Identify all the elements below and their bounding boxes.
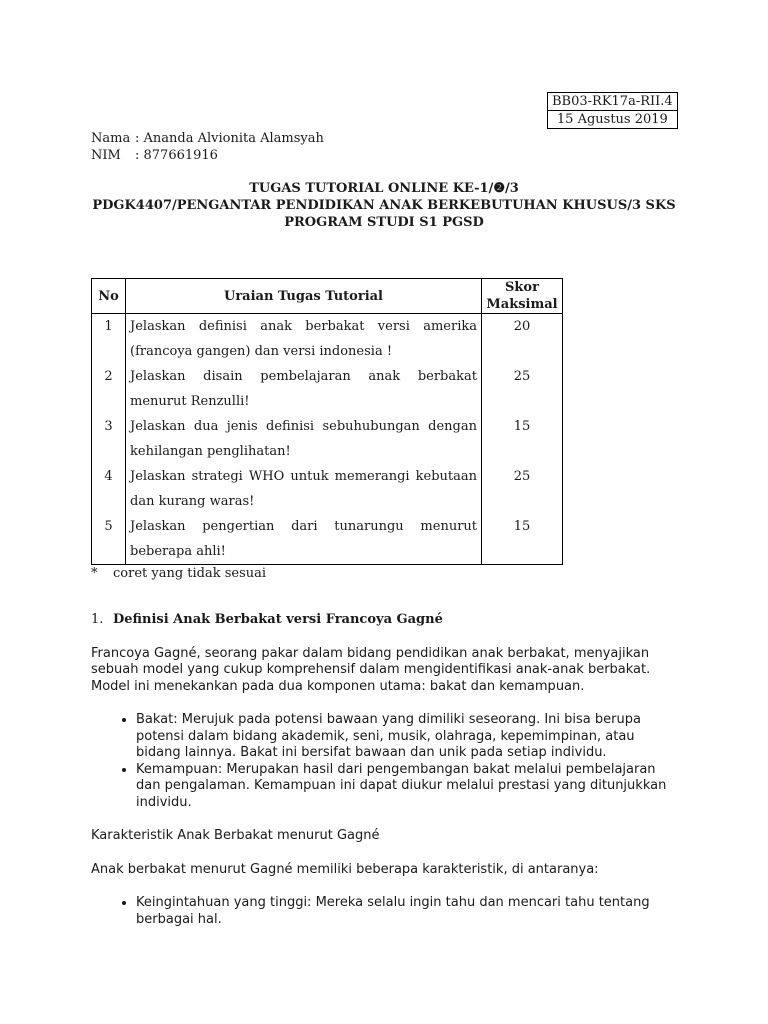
row-number: 4 (92, 464, 126, 514)
task-table (91, 278, 563, 565)
row-task: Jelaskan definisi anak berbakat versi amerika (francoya gangen) dan versi indonesia ! (126, 314, 482, 365)
row-task: Jelaskan strategi WHO untuk memerangi kebutaan dan kurang waras! (126, 464, 482, 514)
table-row (92, 314, 563, 365)
row-score: 25 (482, 364, 563, 414)
footnote-star: * (91, 566, 98, 581)
row-number: 1 (92, 314, 126, 365)
row-task: Jelaskan disain pembelajaran anak berbakat menurut Renzulli! (126, 364, 482, 414)
footnote-text: coret yang tidak sesuai (113, 566, 267, 581)
name-value: : Ananda Alvionita Alamsyah (135, 131, 324, 146)
nim-value: : 877661916 (135, 148, 218, 163)
characteristics-list (91, 895, 681, 928)
nim-label: NIM (91, 148, 121, 163)
characteristics-intro: Anak berbakat menurut Gagné memiliki beberapa karakteristik, di antaranya: (91, 861, 599, 877)
row-score: 15 (482, 514, 563, 565)
table-row (92, 414, 563, 464)
answer-section-1 (91, 612, 681, 945)
row-task: Jelaskan pengertian dari tunarungu menurut beberapa ahli! (126, 514, 482, 565)
table-row (92, 364, 563, 414)
document-header (0, 180, 768, 231)
row-number: 3 (92, 414, 126, 464)
table-row (92, 464, 563, 514)
header-line-3: PROGRAM STUDI S1 PGSD (284, 215, 484, 230)
header-line-2: PDGK4407/PENGANTAR PENDIDIKAN ANAK BERKEBUTUHAN KHUSUS/3 SKS (92, 198, 676, 213)
header-no: No (92, 279, 126, 314)
subheading: Karakteristik Anak Berbakat menurut Gagné (91, 828, 380, 843)
section-title: Definisi Anak Berbakat versi Francoya Gagné (113, 612, 443, 627)
row-score: 20 (482, 314, 563, 365)
header-task: Uraian Tugas Tutorial (126, 279, 482, 314)
header-score: Skor Maksimal (482, 279, 563, 314)
header-line-1: TUGAS TUTORIAL ONLINE KE-1/❷/3 (249, 181, 519, 196)
document-date: 15 Agustus 2019 (548, 111, 678, 129)
document-code: BB03-RK17a-RII.4 (548, 93, 678, 111)
row-score: 15 (482, 414, 563, 464)
student-identity (91, 130, 324, 164)
document-code-box (547, 92, 678, 129)
row-task: Jelaskan dua jenis definisi sebuhubungan dengan kehilangan penglihatan! (126, 414, 482, 464)
table-row (92, 514, 563, 565)
list-item: • Keingintahuan yang tinggi: Mereka selalu ingin tahu dan mencari tahu tentang berbagai hal. (136, 895, 681, 928)
bullet-list (91, 712, 681, 811)
row-number: 5 (92, 514, 126, 565)
name-label: Nama (91, 131, 131, 146)
row-score: 25 (482, 464, 563, 514)
section-intro: Francoya Gagné, seorang pakar dalam bidang pendidikan anak berbakat, menyajikan sebuah model yang cukup komprehensif dalam mengidentifikasi anak-anak berbakat. Model ini menekankan pada dua komponen utama: bakat dan kemampuan. (91, 645, 651, 694)
section-number: 1. (91, 612, 104, 627)
list-item: • Bakat: Merujuk pada potensi bawaan yang dimiliki seseorang. Ini bisa berupa potensi dalam bidang akademik, seni, musik, olahraga, kepemimpinan, atau bidang lainnya. Bakat ini bersifat bawaan dan unik pada setiap individu. (136, 712, 681, 762)
section-heading (91, 612, 681, 629)
list-item: • Kemampuan: Merupakan hasil dari pengembangan bakat melalui pembelajaran dan pengalaman. Kemampuan ini dapat diukur melalui prestasi yang ditunjukkan individu. (136, 762, 681, 812)
row-number: 2 (92, 364, 126, 414)
footnote (91, 566, 266, 581)
